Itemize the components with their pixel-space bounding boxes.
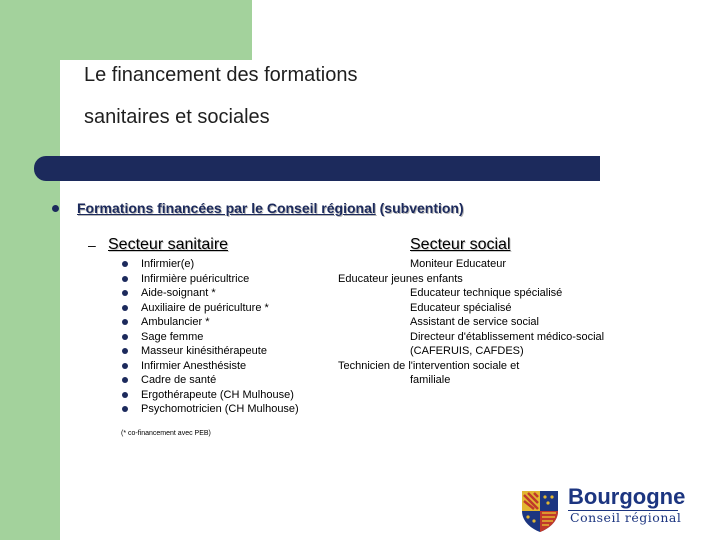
green-top-band — [60, 0, 252, 60]
list-item-label: Infirmier(e) — [141, 258, 195, 270]
bullet-icon — [122, 348, 128, 354]
logo-name: Bourgogne — [568, 484, 686, 509]
list-item-label: Aide-soignant * — [141, 287, 216, 299]
social-line: Educateur jeunes enfants — [338, 272, 463, 285]
dash-icon: – — [88, 237, 96, 253]
slide-title-line2: sanitaires et sociales — [84, 106, 270, 128]
list-item — [121, 344, 299, 359]
logo-subtitle: Conseil régional — [570, 510, 682, 525]
list-item — [121, 315, 299, 330]
title-divider-bar — [34, 156, 600, 181]
list-item — [121, 286, 299, 301]
bullet-icon — [122, 261, 128, 267]
main-bullet-text — [77, 200, 464, 216]
bullet-icon — [122, 392, 128, 398]
green-side-band — [0, 0, 60, 540]
social-line: (CAFERUIS, CAFDES) — [410, 345, 524, 357]
bourgogne-logo — [520, 484, 690, 534]
list-item — [121, 330, 299, 345]
coat-of-arms-icon — [520, 489, 560, 533]
list-item-label: Masseur kinésithérapeute — [141, 345, 267, 357]
list-item — [121, 301, 299, 316]
main-bullet-underlined: Formations financées par le Conseil régional — [77, 200, 376, 216]
list-item-label: Ergothérapeute (CH Mulhouse) — [141, 388, 294, 401]
bullet-icon — [122, 276, 128, 282]
list-item-label: Infirmier Anesthésiste — [141, 359, 247, 372]
social-line: Technicien de l'intervention sociale et — [338, 359, 520, 372]
list-item — [121, 402, 299, 417]
sanitaire-heading: Secteur sanitaire — [108, 236, 229, 253]
bullet-icon — [52, 205, 59, 212]
sanitaire-list — [121, 257, 299, 417]
list-item-label: Sage femme — [141, 330, 204, 343]
main-bullet-rest: (subvention) — [375, 200, 464, 216]
list-item-label: Infirmière puéricultrice — [141, 272, 250, 285]
list-item — [121, 373, 299, 388]
bullet-icon — [122, 319, 128, 325]
social-line: Directeur d'établissement médico-social — [410, 330, 605, 343]
social-line: Moniteur Educateur — [410, 258, 506, 270]
list-item — [121, 359, 299, 374]
social-line: Educateur spécialisé — [410, 301, 512, 314]
social-line: familiale — [410, 374, 451, 386]
bullet-icon — [122, 363, 128, 369]
list-item — [121, 272, 299, 287]
list-item-label: Cadre de santé — [141, 374, 217, 386]
bullet-icon — [122, 377, 128, 383]
list-item — [121, 257, 299, 272]
social-list — [320, 257, 640, 388]
list-item-label: Psychomotricien (CH Mulhouse) — [141, 403, 299, 415]
list-item-label: Auxiliaire de puériculture * — [141, 301, 269, 314]
bullet-icon — [122, 290, 128, 296]
list-item — [121, 388, 299, 403]
social-line: Assistant de service social — [410, 316, 539, 328]
slide-title-line1: Le financement des formations — [84, 64, 358, 86]
bullet-icon — [122, 334, 128, 340]
bullet-icon — [122, 305, 128, 311]
cofinancing-note: (* co-financement avec PEB) — [121, 430, 211, 437]
social-line: Educateur technique spécialisé — [410, 287, 563, 299]
list-item-label: Ambulancier * — [141, 316, 210, 328]
social-heading: Secteur social — [410, 236, 511, 253]
bullet-icon — [122, 406, 128, 412]
